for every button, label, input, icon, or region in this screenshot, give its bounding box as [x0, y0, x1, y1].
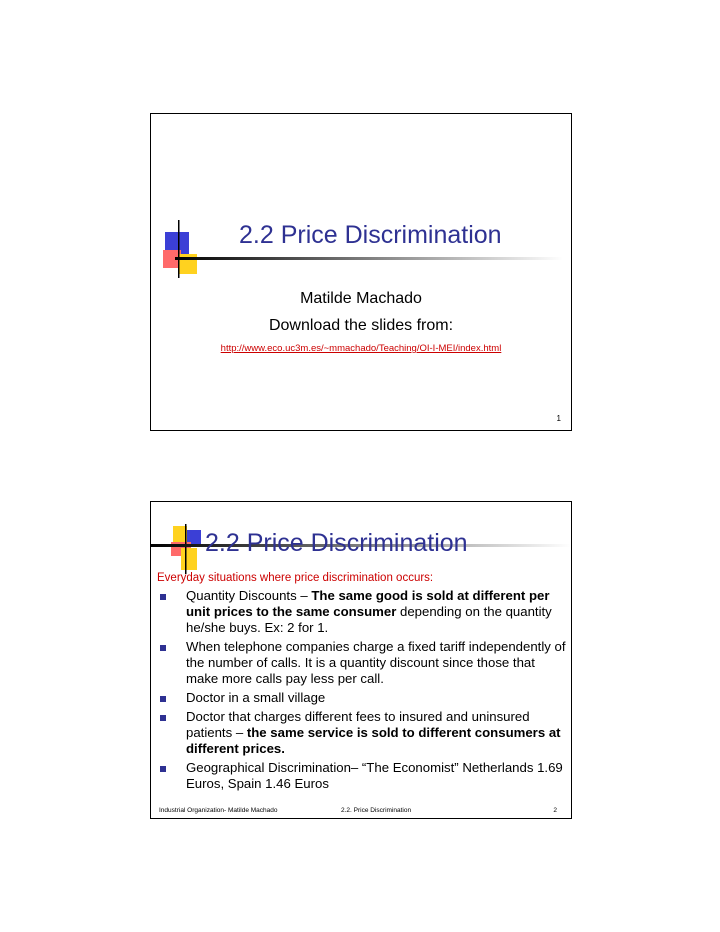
slide-title: 2.2 Price Discrimination — [239, 221, 502, 249]
list-item: Doctor that charges different fees to insured and uninsured patients – the same service is sold to different consumers at different prices. — [151, 709, 571, 757]
footer-topic: 2.2. Price Discrimination — [341, 807, 412, 814]
page-number: 1 — [556, 414, 561, 423]
download-label: Download the slides from: — [268, 317, 454, 334]
square-bullet-icon — [160, 645, 166, 651]
slide-title: 2.2 Price Discrimination — [205, 529, 468, 557]
intro-text: Everyday situations where price discrimination occurs: — [157, 572, 434, 584]
list-item: When telephone companies charge a fixed tariff independently of the number of calls. It is a quantity discount since those that make more calls pay less per call. — [151, 639, 571, 687]
page-number: 2 — [553, 807, 557, 814]
square-bullet-icon — [160, 715, 166, 721]
square-bullet-icon — [160, 766, 166, 772]
author-name: Matilde Machado — [300, 290, 422, 307]
slides-link[interactable]: http://www.eco.uc3m.es/~mmachado/Teaching/OI-I-MEI/index.html — [220, 343, 502, 354]
footer-course: Industrial Organization- Matilde Machado — [159, 807, 278, 814]
square-bullet-icon — [160, 594, 166, 600]
square-bullet-icon — [160, 696, 166, 702]
slide-2 — [150, 501, 572, 819]
list-item: Quantity Discounts – The same good is sold at different per unit prices to the same consumer depending on the quantity he/she buys. Ex: 2 for 1. — [151, 588, 571, 636]
list-item: Geographical Discrimination– “The Economist” Netherlands 1.69 Euros, Spain 1.46 Euros — [151, 760, 571, 792]
list-item: Doctor in a small village — [151, 690, 571, 706]
slide-1 — [150, 113, 572, 431]
bullet-list — [151, 588, 571, 795]
